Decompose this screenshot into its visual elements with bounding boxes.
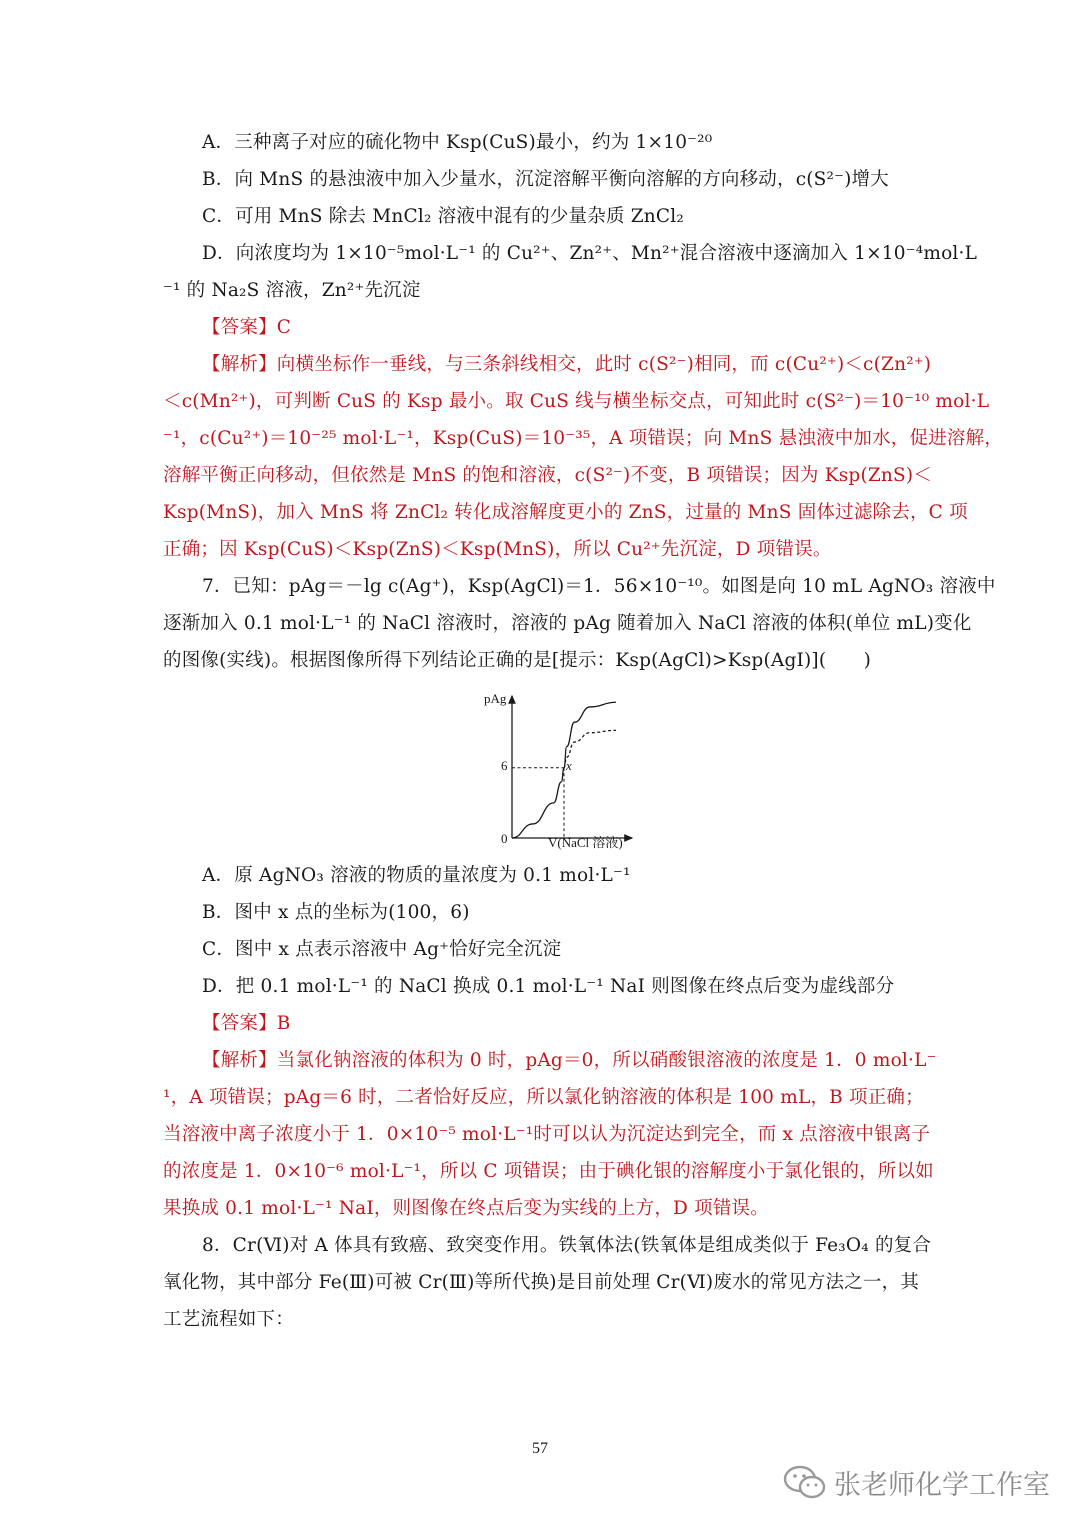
q7-analysis-line: 果换成 0.1 mol·L⁻¹ NaI，则图像在终点后变为实线的上方，D 项错误。 [163,1198,769,1219]
q6-analysis-line: 溶解平衡正向移动，但依然是 MnS 的饱和溶液，c(S²⁻)不变，B 项错误；因为 Ksp(ZnS)＜ [163,465,933,486]
watermark [782,1460,1052,1504]
chart-svg [470,688,670,858]
q6-analysis-line: ⁻¹，c(Cu²⁺)＝10⁻²⁵ mol·L⁻¹，Ksp(CuS)＝10⁻³⁵，A 项错误；向 MnS 悬浊液中加水，促进溶解， [163,428,1003,449]
q6-analysis-line: 【解析】向横坐标作一垂线，与三条斜线相交，此时 c(S²⁻)相同，而 c(Cu²⁺)＜c(Zn²⁺) [202,354,932,375]
q7-stem-line: 7．已知：pAg＝－lg c(Ag⁺)，Ksp(AgCl)＝1．56×10⁻¹⁰。如图是向 10 mL AgNO₃ 溶液中 [202,576,996,597]
x-axis-label: V(NaCl 溶液) [548,835,623,850]
q7-stem-line: 逐渐加入 0.1 mol·L⁻¹ 的 NaCl 溶液时，溶液的 pAg 随着加入 NaCl 溶液的体积(单位 mL)变化 [163,613,972,634]
q6-option-d-line1: D．向浓度均为 1×10⁻⁵mol·L⁻¹ 的 Cu²⁺、Zn²⁺、Mn²⁺混合溶液中逐滴加入 1×10⁻⁴mol·L [202,243,978,264]
q6-analysis-line: Ksp(MnS)，加入 MnS 将 ZnCl₂ 转化成溶解度更小的 ZnS，过量的 MnS 固体过滤除去，C 项 [163,502,968,523]
origin-label: 0 [501,831,508,846]
wechat-icon [782,1462,828,1502]
q7-stem-line: 的图像(实线)。根据图像所得下列结论正确的是[提示：Ksp(AgCl)>Ksp(AgI)]( ) [163,650,872,671]
q7-option-d: D．把 0.1 mol·L⁻¹ 的 NaCl 换成 0.1 mol·L⁻¹ NaI 则图像在终点后变为虚线部分 [202,976,895,997]
q7-analysis-line: 【解析】当氯化钠溶液的体积为 0 时，pAg＝0，所以硝酸银溶液的浓度是 1．0 mol·L⁻ [202,1050,937,1071]
point-x-label: x [566,758,572,773]
watermark-text: 张老师化学工作室 [834,1469,1050,1501]
dashed-series-line [564,730,616,767]
q8-stem-line: 氧化物，其中部分 Fe(Ⅲ)可被 Cr(Ⅲ)等所代换)是目前处理 Cr(Ⅵ)废水的常见方法之一，其 [163,1272,920,1293]
q7-analysis-line: 的浓度是 1．0×10⁻⁶ mol·L⁻¹，所以 C 项错误；由于碘化银的溶解度小于氯化银的，所以如 [163,1161,934,1182]
q6-option-d-line2: ⁻¹ 的 Na₂S 溶液，Zn²⁺先沉淀 [163,280,421,301]
q6-analysis-line: 正确；因 Ksp(CuS)＜Ksp(ZnS)＜Ksp(MnS)，所以 Cu²⁺先沉淀，D 项错误。 [163,539,832,560]
q7-option-b: B．图中 x 点的坐标为(100，6) [202,902,470,923]
q6-analysis-line: ＜c(Mn²⁺)，可判断 CuS 的 Ksp 最小。取 CuS 线与横坐标交点，可知此时 c(S²⁻)＝10⁻¹⁰ mol·L [163,391,990,412]
y-axis-label: pAg [484,691,507,706]
q6-option-b: B．向 MnS 的悬浊液中加入少量水，沉淀溶解平衡向溶解的方向移动，c(S²⁻)增大 [202,169,889,190]
q7-analysis-line: ¹，A 项错误；pAg＝6 时，二者恰好反应，所以氯化钠溶液的体积是 100 mL，B 项正确； [163,1087,924,1108]
pag-titration-chart [470,688,670,858]
q7-option-c: C．图中 x 点表示溶液中 Ag⁺恰好完全沉淀 [202,939,562,960]
q8-stem-line: 工艺流程如下： [163,1309,294,1330]
q8-stem-line: 8．Cr(Ⅵ)对 A 体具有致癌、致突变作用。铁氧体法(铁氧体是组成类似于 Fe₃O₄ 的复合 [202,1235,932,1256]
q6-option-c: C．可用 MnS 除去 MnCl₂ 溶液中混有的少量杂质 ZnCl₂ [202,206,684,227]
q6-option-a: A．三种离子对应的硫化物中 Ksp(CuS)最小，约为 1×10⁻²⁰ [202,132,713,153]
q7-answer: 【答案】B [202,1013,291,1034]
page-number: 57 [532,1440,548,1457]
q7-analysis-line: 当溶液中离子浓度小于 1．0×10⁻⁵ mol·L⁻¹时可以认为沉淀达到完全，而 x 点溶液中银离子 [163,1124,931,1145]
q6-answer: 【答案】C [202,317,292,338]
q7-option-a: A．原 AgNO₃ 溶液的物质的量浓度为 0.1 mol·L⁻¹ [202,865,631,886]
y-tick-label: 6 [501,758,508,773]
